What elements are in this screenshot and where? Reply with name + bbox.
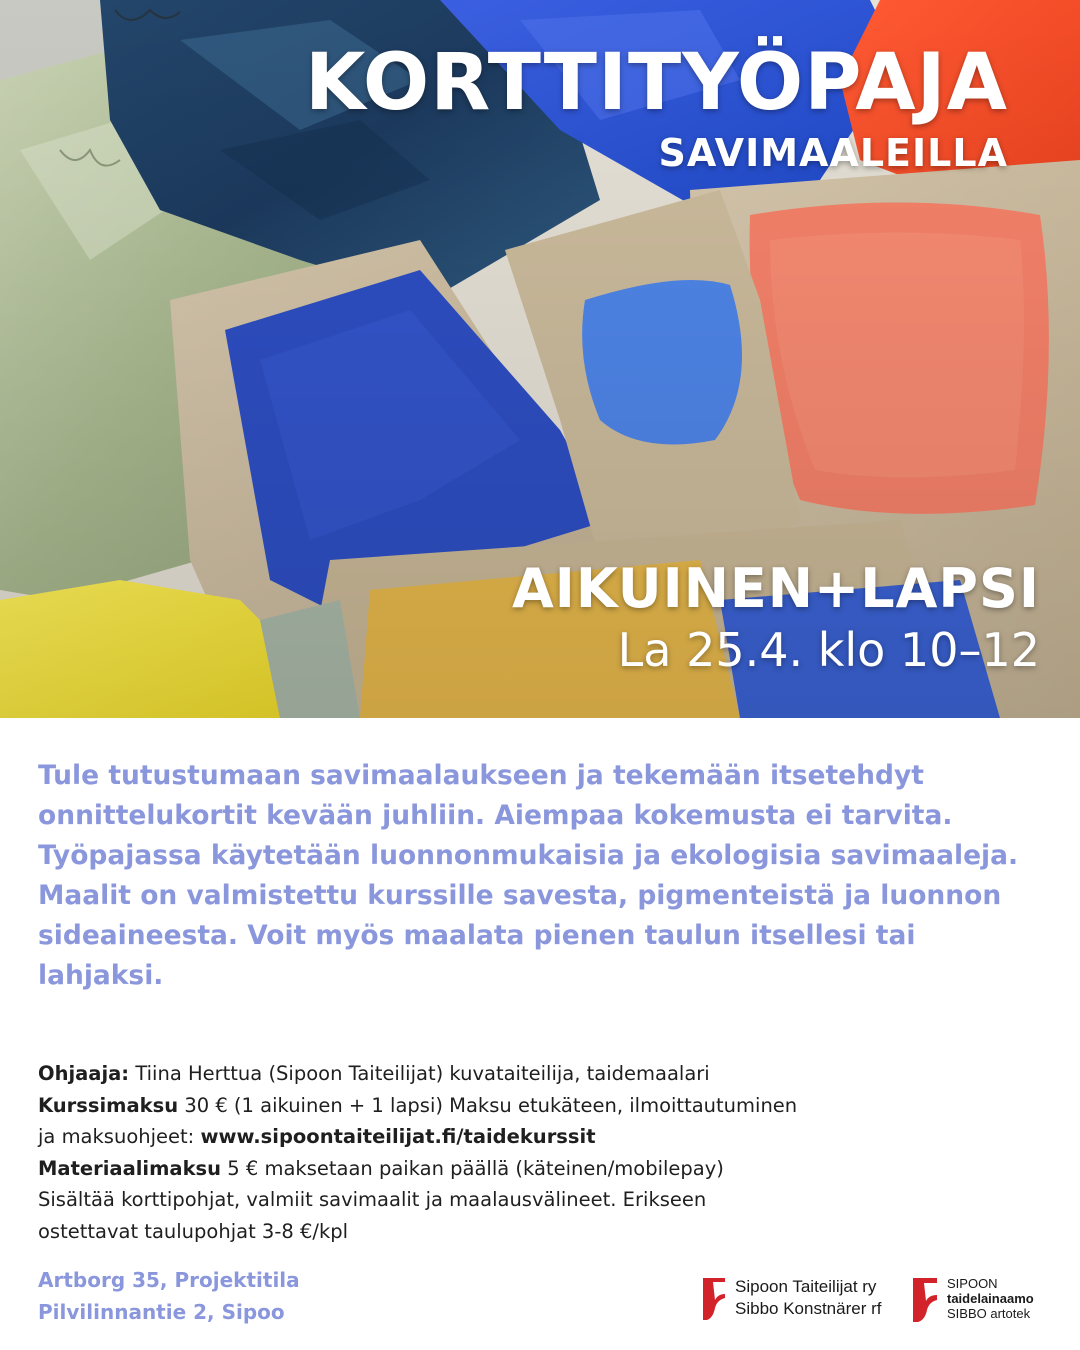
intro-paragraph: Tule tutustumaan savimaalaukseen ja tekemään itsetehdyt onnittelukortit kevään juhliin. Aiempaa kokemusta ei tarvita. Työpajassa käytetään luonnonmukaisia ja ekologisia savimaaleja. Maalit on valmistettu kurssille savesta, pigmenteistä ja luonnon sideaineesta. Voit myös maalata pienen taulun itsellesi tai lahjaksi. [38, 760, 1019, 991]
artists-logo-line-1: Sipoon Taiteilijat ry [735, 1277, 877, 1296]
includes-line-2: ostettavat taulupohjat 3-8 €/kpl [38, 1219, 349, 1243]
brand-flag-icon [703, 1278, 729, 1320]
event-info-block [512, 556, 1040, 678]
fee-line [38, 1090, 1048, 1122]
includes-line: Sisältää korttipohjat, valmiit savimaalit ja maalausvälineet. Erikseen [38, 1188, 707, 1211]
artotek-logo-line-1: SIPOON [947, 1276, 998, 1291]
artotek-logo-text [947, 1276, 1034, 1321]
sipoon-taiteilijat-logo [703, 1276, 898, 1324]
instructor-label: Ohjaaja: [38, 1062, 130, 1085]
material-text: 5 € maksetaan paikan päällä (käteinen/mobilepay) [227, 1156, 724, 1180]
page-title: KORTTITYÖPAJA [304, 38, 1008, 128]
fee-label: Kurssimaksu [38, 1093, 179, 1117]
registration-url[interactable]: www.sipoontaiteilijat.fi/taidekurssit [200, 1125, 596, 1148]
instructor-text: Tiina Herttua (Sipoon Taiteilijat) kuvataiteilija, taidemaalari [135, 1062, 710, 1085]
address-block [38, 1264, 300, 1328]
address-line-2: Pilvilinnantie 2, Sipoo [38, 1300, 285, 1324]
page-subtitle: SAVIMAALEILLA [658, 131, 1008, 175]
event-datetime: La 25.4. klo 10–12 [617, 623, 1040, 677]
artotek-logo-line-2: taidelainaamo [947, 1291, 1034, 1306]
taidelainaamo-logo [913, 1276, 1053, 1324]
hero-title-block [305, 38, 1008, 176]
instructor-line [38, 1058, 1048, 1090]
material-line [38, 1153, 1048, 1185]
artotek-logo-line-3: SIBBO artotek [947, 1306, 1031, 1321]
material-label: Materiaalimaksu [38, 1156, 222, 1180]
address-line-1: Artborg 35, Projektitila [38, 1268, 300, 1292]
fee-line-2 [38, 1121, 1048, 1153]
fee-text: 30 € (1 aikuinen + 1 lapsi) Maksu etukäteen, ilmoittautuminen [184, 1093, 798, 1117]
artotek-flag-icon [913, 1278, 941, 1322]
fee-text-2: ja maksuohjeet: [38, 1125, 195, 1148]
artists-logo-text [735, 1276, 881, 1320]
details-block [38, 1058, 1048, 1247]
artists-logo-line-2: Sibbo Konstnärer rf [735, 1299, 882, 1318]
event-audience: AIKUINEN+LAPSI [511, 557, 1040, 620]
